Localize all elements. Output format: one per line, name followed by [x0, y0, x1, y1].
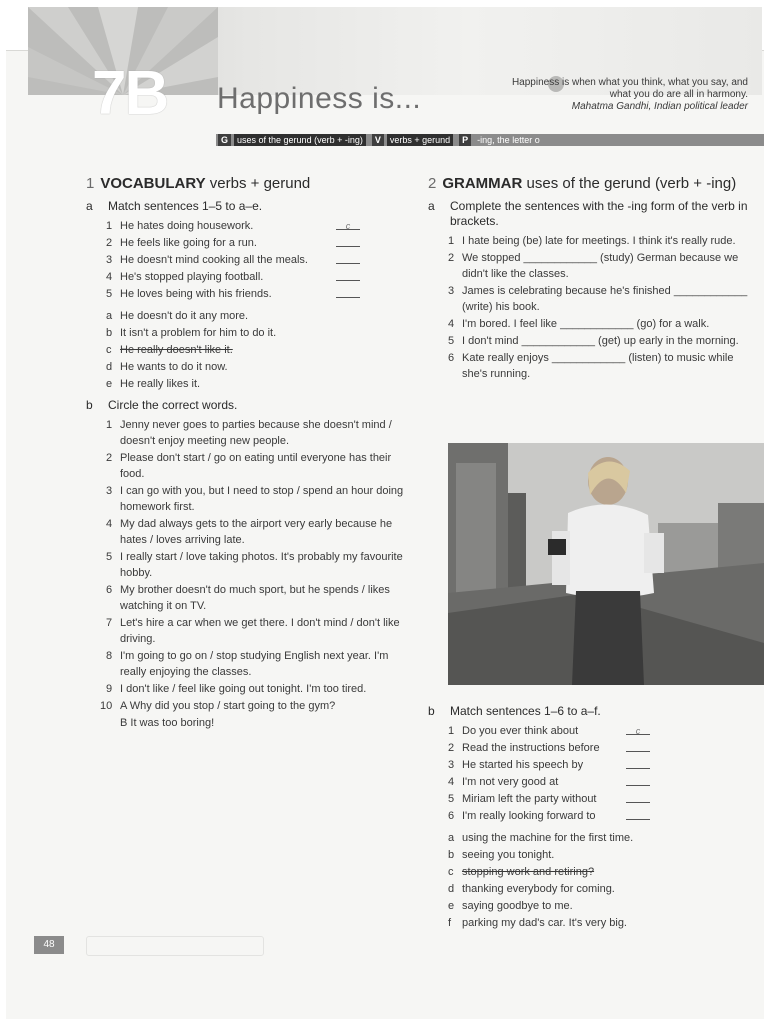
quote-text: Happiness is when what you think, what you say, and what you do are all in harmony.	[511, 77, 748, 100]
unit-number: 7B	[92, 59, 168, 128]
footer-decoration	[86, 936, 264, 956]
list-item: d He wants to do it now.	[106, 361, 228, 373]
list-item[interactable]: 5 I don't mind ____________ (get) up early in the morning.	[448, 335, 739, 347]
list-item[interactable]: 6 My brother doesn't do much sport, but he spends / likes watching it on TV.	[106, 584, 390, 612]
topic-tag-bar	[216, 134, 764, 146]
answer-blank[interactable]	[336, 269, 360, 281]
list-item: 1 He hates doing housework. c	[86, 218, 406, 234]
list-item[interactable]: 1 Jenny never goes to parties because she doesn't mind / doesn't enjoy meeting new people.	[106, 419, 392, 447]
answer-blank[interactable]: c	[336, 218, 360, 230]
answer-blank[interactable]	[626, 791, 650, 803]
list-item[interactable]: 4 My dad always gets to the airport very early because he hates / loves arriving late.	[106, 518, 393, 546]
list-item: 6 I'm really looking forward to	[428, 808, 750, 824]
list-item[interactable]: 5 I really start / love taking photos. It's probably my favourite hobby.	[106, 551, 403, 579]
list-item: d thanking everybody for coming.	[448, 883, 615, 895]
list-item: 4 I'm not very good at	[428, 774, 750, 790]
grammar-b-section	[428, 698, 750, 937]
answer-blank[interactable]	[336, 235, 360, 247]
vocabulary-section	[86, 174, 406, 737]
list-item[interactable]: 1 I hate being (be) late for meetings. I think it's really rude.	[448, 235, 736, 247]
answer-blank[interactable]	[626, 808, 650, 820]
vocab-b-sentences	[86, 417, 406, 731]
unit-title: Happiness is...	[217, 82, 422, 115]
list-item: 3 He doesn't mind cooking all the meals.	[86, 252, 406, 268]
answer-blank[interactable]	[626, 774, 650, 786]
vocab-a-options	[86, 308, 406, 392]
vocab-a-instruction: a Match sentences 1–5 to a–e.	[86, 199, 263, 213]
tag-pronunciation: P -ing, the letter o	[459, 134, 543, 146]
vocab-b-instruction: b Circle the correct words.	[86, 398, 238, 412]
list-item: 2 He feels like going for a run.	[86, 235, 406, 251]
grammar-a-sentences	[428, 233, 750, 382]
answer-blank[interactable]	[626, 740, 650, 752]
answer-blank[interactable]	[336, 286, 360, 298]
list-item: 2 Read the instructions before	[428, 740, 750, 756]
list-item[interactable]: 4 I'm bored. I feel like ____________ (go) for a walk.	[448, 318, 710, 330]
quote-author: Mahatma Gandhi, Indian political leader	[571, 101, 748, 112]
grammar-b-sentences	[428, 723, 750, 824]
tag-vocabulary: V verbs + gerund	[372, 134, 453, 146]
list-item[interactable]: 7 Let's hire a car when we get there. I don't mind / don't like driving.	[106, 617, 400, 645]
list-item: 1 Do you ever think about c	[428, 723, 750, 739]
answer-blank[interactable]	[626, 757, 650, 769]
answer-blank[interactable]: c	[626, 723, 650, 735]
list-item: c stopping work and retiring?	[448, 866, 595, 878]
list-item[interactable]: 10 A Why did you stop / start going to the gym?	[100, 700, 336, 712]
list-item: a using the machine for the first time.	[448, 832, 634, 844]
list-item: b It isn't a problem for him to do it.	[106, 327, 277, 339]
runner-illustration	[448, 443, 764, 685]
list-item[interactable]: 9 I don't like / feel like going out tonight. I'm too tired.	[106, 683, 367, 695]
list-item[interactable]: 2 Please don't start / go on eating until everyone has their food.	[106, 452, 392, 480]
answer-blank[interactable]	[336, 252, 360, 264]
grammar-a-instruction: a Complete the sentences with the -ing form of the verb in brackets.	[428, 199, 748, 228]
list-item[interactable]: 2 We stopped ____________ (study) German because we didn't like the classes.	[448, 252, 739, 280]
vocab-a-sentences	[86, 218, 406, 302]
grammar-section	[428, 174, 750, 388]
list-item: 4 He's stopped playing football.	[86, 269, 406, 285]
tag-grammar: G uses of the gerund (verb + -ing)	[218, 134, 366, 146]
grammar-b-options	[428, 830, 750, 931]
list-item[interactable]: 3 I can go with you, but I need to stop / spend an hour doing homework first.	[106, 485, 404, 513]
runner-photo	[448, 443, 764, 685]
header-quote	[508, 77, 748, 113]
list-item: b seeing you tonight.	[448, 849, 555, 861]
list-item: c He really doesn't like it.	[106, 344, 233, 356]
grammar-heading: 2 GRAMMAR uses of the gerund (verb + -ing)	[428, 175, 737, 192]
list-item: a He doesn't do it any more.	[106, 310, 249, 322]
list-item: 5 Miriam left the party without	[428, 791, 750, 807]
list-item: f parking my dad's car. It's very big.	[448, 917, 627, 929]
list-item: e He really likes it.	[106, 378, 201, 390]
list-item[interactable]: 6 Kate really enjoys ____________ (listen) to music while she's running.	[448, 352, 734, 380]
list-item: B It was too boring!	[120, 717, 215, 729]
page-number: 48	[34, 936, 64, 954]
list-item: 5 He loves being with his friends.	[86, 286, 406, 302]
list-item: e saying goodbye to me.	[448, 900, 573, 912]
list-item[interactable]: 3 James is celebrating because he's finished ____________ (write) his book.	[448, 285, 748, 313]
list-item[interactable]: 8 I'm going to go on / stop studying English next year. I'm really enjoying the classes.	[106, 650, 389, 678]
vocabulary-heading: 1 VOCABULARY verbs + gerund	[86, 175, 311, 192]
grammar-b-instruction: b Match sentences 1–6 to a–f.	[428, 704, 601, 718]
list-item: 3 He started his speech by	[428, 757, 750, 773]
